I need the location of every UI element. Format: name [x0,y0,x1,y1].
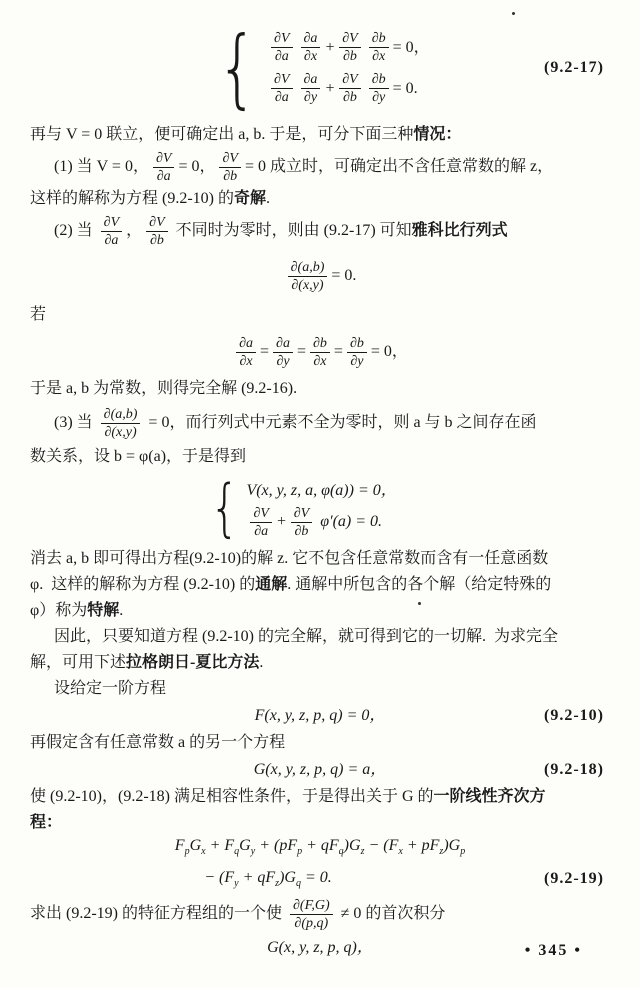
text-run: φ）称为 [30,602,88,619]
left-brace: { [217,18,259,118]
text-run: 数关系，设 b = φ(a)，于是得到 [30,448,247,465]
item-1-line-1 [30,148,610,186]
equation-rhs: = 0， [392,38,430,56]
paragraph-intro [30,122,610,148]
equation-label: (9.2-18) [544,761,604,778]
fraction: $\frac{\partial b}{\partial y}$ [369,72,389,105]
text-run: 再与 V = 0 联立，便可确定出 a, b. 于是，可分下面三种 [30,126,414,143]
text-run-bold: 拉格朗日-夏比方法 [126,654,260,671]
text-run: = 0， [178,158,216,175]
text-run: 设给定一阶方程 [54,680,167,697]
equation-9-2-10 [30,702,610,730]
text-run: . 通解中所包含的各个解（给定特殊的 [287,576,552,593]
text-run: = 0，而行列式中元素不全为零时，则 a 与 b 之间存在函 [144,414,537,431]
text-run: φ. 这样的解称为方程 (9.2-10) 的 [30,576,256,593]
operator: = [296,343,306,360]
equation-label: (9.2-19) [544,870,604,887]
text-run: 消去 a, b 即可得出方程(9.2-10)的解 z. 它不包含任意常数而含有一任意函数 [30,550,549,567]
text-run-bold: 一阶线性齐次方 [433,788,546,805]
equation-row-2 [267,72,430,105]
system-row-2 [246,506,396,539]
text-run-bold: 情况： [413,126,462,143]
text-run: 因此，只要知道方程 (9.2-10) 的完全解，就可得到它的一切解. 为求完全 [54,628,558,645]
text-run: ， [126,222,143,239]
fraction: $\frac{\partial V}{\partial a}$ [271,72,292,105]
paragraph-find [30,894,610,934]
text-run: . [259,654,264,671]
paragraph-yushi [30,376,610,402]
paragraph-therefore-2 [30,650,610,676]
text-run: 再假定含有任意常数 a 的另一个方程 [30,734,286,751]
equation-rhs: = 0. [392,79,418,97]
fraction: $\frac{\partial a}{\partial y}$ [273,336,293,369]
text-run-bold: 程： [30,814,63,831]
paragraph-therefore-1 [30,624,610,650]
operator: = [333,343,343,360]
equation-constants [30,330,610,374]
text-run: . [119,602,124,619]
item-1-line-2 [30,186,610,212]
equation-line-2: − $(F_y + qF_z)G_q = 0$. [204,869,332,890]
fraction: $\frac{\partial V}{\partial b}$ [339,31,360,64]
item-2-line-1 [30,212,610,250]
equation-rows [246,478,396,539]
text-run: 这样的解称为方程 (9.2-10) 的 [30,190,234,207]
equation-label: (9.2-17) [544,59,604,76]
fraction: $\frac{\partial V}{\partial b}$ [339,72,360,105]
fraction: $\frac{\partial(a,b)}{\partial(x,y)}$ [101,407,141,440]
fraction: $\frac{\partial b}{\partial x}$ [369,31,389,64]
operator: + [324,38,336,56]
equation-9-2-18 [30,756,610,784]
equation-system [30,472,610,544]
fraction: $\frac{\partial V}{\partial b}$ [219,151,240,184]
fraction: $\frac{\partial(F,G)}{\partial(p,q)}$ [290,898,333,931]
fraction: $\frac{\partial V}{\partial a}$ [271,31,292,64]
equation-rhs: = 0， [370,343,408,360]
text-run: . [266,190,271,207]
page-number: • 345 • [524,942,582,959]
fraction: $\frac{\partial V}{\partial a}$ [153,151,174,184]
equation-text: V(x, y, z, a, φ(a)) = 0， [246,481,397,499]
equation-text: φ′(a) = 0. [316,513,383,530]
text-run: 不同时为零时，则由 (9.2-17) 可知 [171,222,412,239]
paragraph-compat-1 [30,784,610,810]
equation-row-1 [267,31,430,64]
text-run: 求出 (9.2-19) 的特征方程组的一个使 [30,905,286,922]
scan-speck [512,12,515,15]
text-run: (2) 当 [54,222,97,239]
text-run-bold: 奇解 [234,190,267,207]
text-run: 若 [30,306,47,323]
fraction: $\frac{\partial V}{\partial a}$ [250,506,271,539]
text-run-bold: 通解 [255,576,288,593]
text-run: ≠ 0 的首次积分 [336,905,446,922]
paragraph-general-2 [30,572,610,598]
text-run: 解，可用下述 [30,654,127,671]
equation-g-final [30,934,610,962]
equation-jacobian [30,252,610,300]
operator: + [275,513,287,530]
text-run: (1) 当 V = 0， [54,158,149,175]
text-run-bold: 特解 [87,602,120,619]
text-run: 于是 a, b 为常数，则得完全解 (9.2-16). [30,380,298,397]
fraction: $\frac{\partial V}{\partial b}$ [146,215,167,248]
equation-rows [267,31,430,105]
paragraph-assume [30,730,610,756]
equation-9-2-19 [30,838,610,892]
paragraph-general-3 [30,598,610,624]
equation-text: G(x, y, z, p, q) = a， [253,761,387,778]
fraction: $\frac{\partial a}{\partial x}$ [301,31,321,64]
equation-text: F(x, y, z, p, q) = 0， [254,707,386,724]
text-run: (3) 当 [54,414,97,431]
equation-rhs: = 0. [331,267,357,284]
system-row-1 [246,478,396,504]
paragraph-ruo [30,302,610,328]
fraction: $\frac{\partial V}{\partial b}$ [291,506,312,539]
fraction: $\frac{\partial V}{\partial a}$ [101,215,122,248]
equation-9-2-17 [30,18,610,118]
paragraph-given [30,676,610,702]
item-3-line-2 [30,444,610,470]
item-3-line-1 [30,402,610,444]
fraction: $\frac{\partial b}{\partial x}$ [310,336,330,369]
text-run: = 0 成立时，可确定出不含任意常数的解 z， [244,158,554,175]
text-run-bold: 雅科比行列式 [411,222,508,239]
left-brace: { [209,471,240,544]
equation-line-1: $F_pG_x + F_qG_y + (pF_p + qF_q)G_z - (F_x + pF_z)G_p$ [174,836,466,857]
scan-speck [418,602,421,605]
fraction: $\frac{\partial(a,b)}{\partial(x,y)}$ [288,260,328,293]
text-run: 使 (9.2-10)，(9.2-18) 满足相容性条件，于是得出关于 G 的 [30,788,434,805]
fraction: $\frac{\partial b}{\partial y}$ [347,336,367,369]
fraction: $\frac{\partial a}{\partial x}$ [236,336,256,369]
equation-label: (9.2-10) [544,707,604,724]
fraction: $\frac{\partial a}{\partial y}$ [301,72,321,105]
operator: + [324,79,336,97]
paragraph-general-1 [30,546,610,572]
equation-text: G(x, y, z, p, q)， [267,939,373,956]
operator: = [260,343,270,360]
